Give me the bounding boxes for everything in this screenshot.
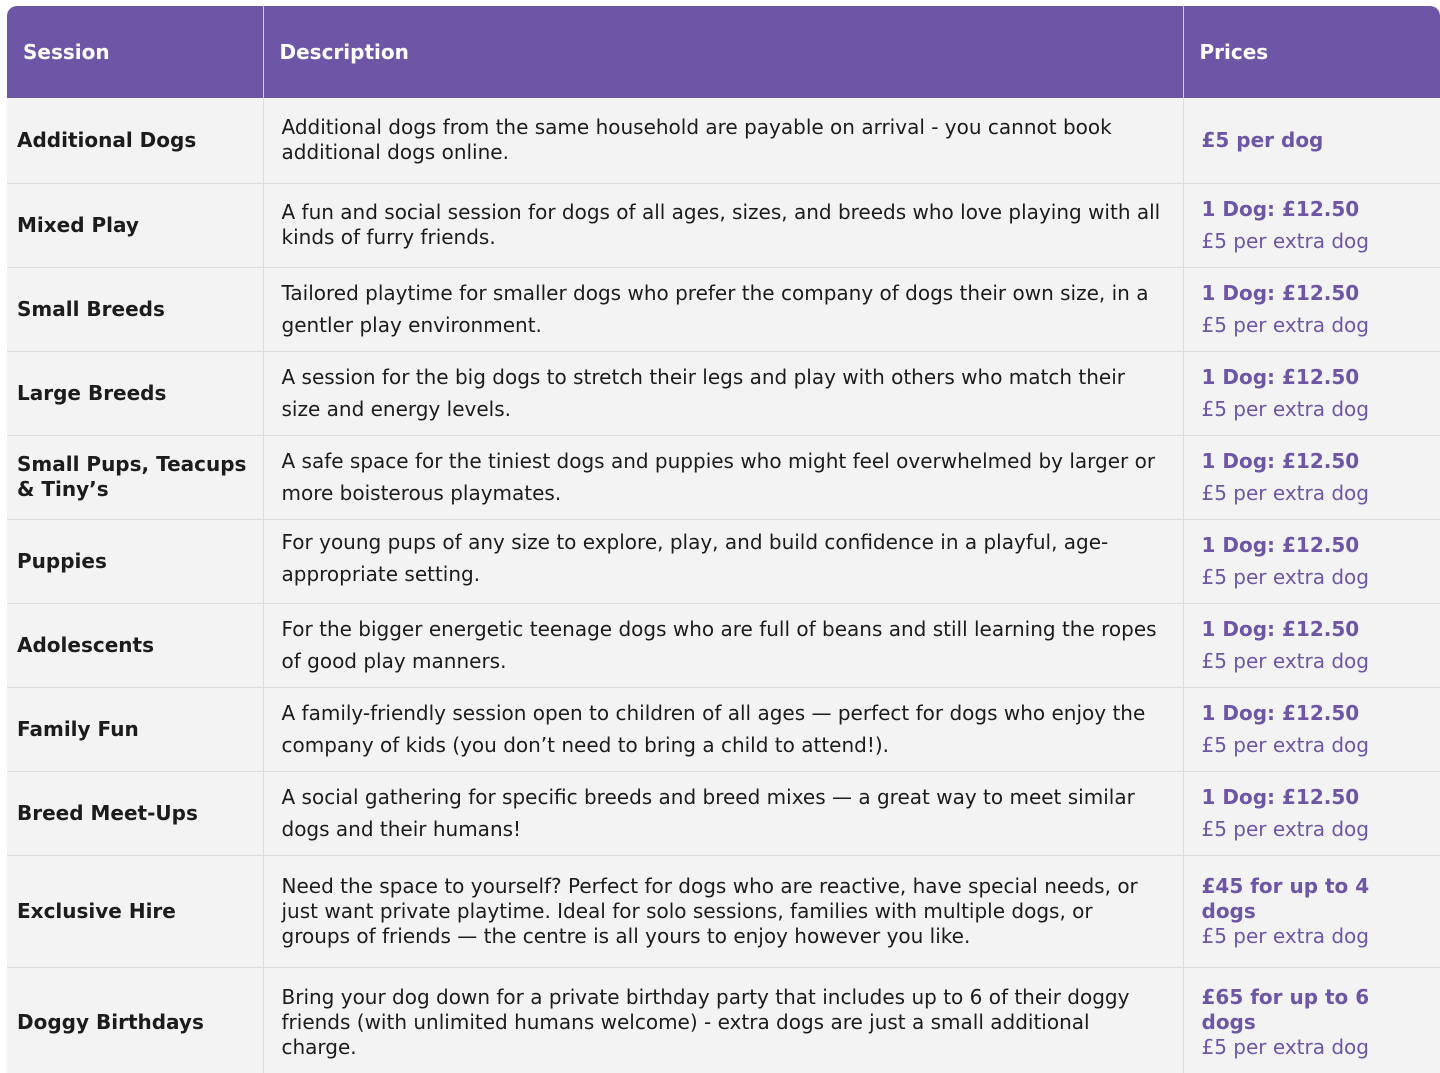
session-name: Additional Dogs [7,98,263,183]
header-description: Description [263,6,1183,98]
session-price [1183,435,1440,519]
session-description: Need the space to yourself? Perfect for dogs who are reactive, have special needs, or just want private playtime. Ideal for solo sessions, families with multiple dogs, or groups of friends — the centre is all yours to enjoy however you like. [263,855,1183,967]
session-price [1183,967,1440,1073]
price-main: 1 Dog: £12.50 [1201,281,1360,305]
table-row [7,771,1440,855]
price-sub: £5 per extra dog [1201,1034,1369,1059]
session-price [1183,519,1440,603]
session-price [1183,771,1440,855]
price-sub: £5 per extra dog [1201,313,1369,337]
price-sub: £5 per extra dog [1201,649,1369,673]
session-name: Adolescents [7,603,263,687]
pricing-table [7,6,1440,1073]
price-sub: £5 per extra dog [1201,565,1369,589]
table-row [7,687,1440,771]
session-name: Small Pups, Teacups & Tiny’s [7,435,263,519]
table-row [7,603,1440,687]
price-sub: £5 per extra dog [1201,817,1369,841]
session-name: Large Breeds [7,351,263,435]
header-prices: Prices [1183,6,1440,98]
session-price [1183,183,1440,267]
session-description: A fun and social session for dogs of all ages, sizes, and breeds who love playing with all kinds of furry friends. [263,183,1183,267]
session-name: Exclusive Hire [7,855,263,967]
session-description: A safe space for the tiniest dogs and puppies who might feel overwhelmed by larger or more boisterous playmates. [263,435,1183,519]
table-row [7,267,1440,351]
table-row [7,351,1440,435]
price-main: 1 Dog: £12.50 [1201,533,1360,557]
session-description: Additional dogs from the same household are payable on arrival - you cannot book additional dogs online. [263,98,1183,183]
price-sub: £5 per extra dog [1201,733,1369,757]
session-price [1183,687,1440,771]
table-row [7,435,1440,519]
session-description: For the bigger energetic teenage dogs who are full of beans and still learning the ropes of good play manners. [263,603,1183,687]
price-main: 1 Dog: £12.50 [1201,701,1360,725]
session-name: Small Breeds [7,267,263,351]
session-description: Tailored playtime for smaller dogs who prefer the company of dogs their own size, in a gentler play environment. [263,267,1183,351]
price-sub: £5 per extra dog [1201,481,1369,505]
table-row [7,183,1440,267]
price-sub: £5 per extra dog [1201,229,1369,253]
session-price [1183,267,1440,351]
session-description: Bring your dog down for a private birthday party that includes up to 6 of their doggy friends (with unlimited humans welcome) - extra dogs are just a small additional charge. [263,967,1183,1073]
price-main: £45 for up to 4 dogs [1201,873,1370,923]
session-description: A family-friendly session open to children of all ages — perfect for dogs who enjoy the company of kids (you don’t need to bring a child to attend!). [263,687,1183,771]
session-price [1183,351,1440,435]
header-session: Session [7,6,263,98]
table-row [7,967,1440,1073]
price-sub: £5 per extra dog [1201,397,1369,421]
table-header-row [7,6,1440,98]
session-description: For young pups of any size to explore, play, and build confidence in a playful, age-appropriate setting. [263,519,1183,603]
price-main: 1 Dog: £12.50 [1201,197,1360,221]
session-description: A session for the big dogs to stretch their legs and play with others who match their size and energy levels. [263,351,1183,435]
session-name: Puppies [7,519,263,603]
price-main: £5 per dog [1201,128,1324,153]
price-main: 1 Dog: £12.50 [1201,617,1360,641]
session-name: Breed Meet-Ups [7,771,263,855]
session-name: Doggy Birthdays [7,967,263,1073]
price-sub: £5 per extra dog [1201,923,1369,948]
price-main: 1 Dog: £12.50 [1201,449,1360,473]
price-main: £65 for up to 6 dogs [1201,984,1370,1034]
table-row [7,98,1440,183]
session-description: A social gathering for specific breeds and breed mixes — a great way to meet similar dogs and their humans! [263,771,1183,855]
session-name: Family Fun [7,687,263,771]
session-price [1183,603,1440,687]
price-main: 1 Dog: £12.50 [1201,785,1360,809]
table-row [7,519,1440,603]
pricing-table-container [7,6,1440,1073]
table-row [7,855,1440,967]
session-price [1183,98,1440,183]
price-main: 1 Dog: £12.50 [1201,365,1360,389]
session-name: Mixed Play [7,183,263,267]
session-price [1183,855,1440,967]
